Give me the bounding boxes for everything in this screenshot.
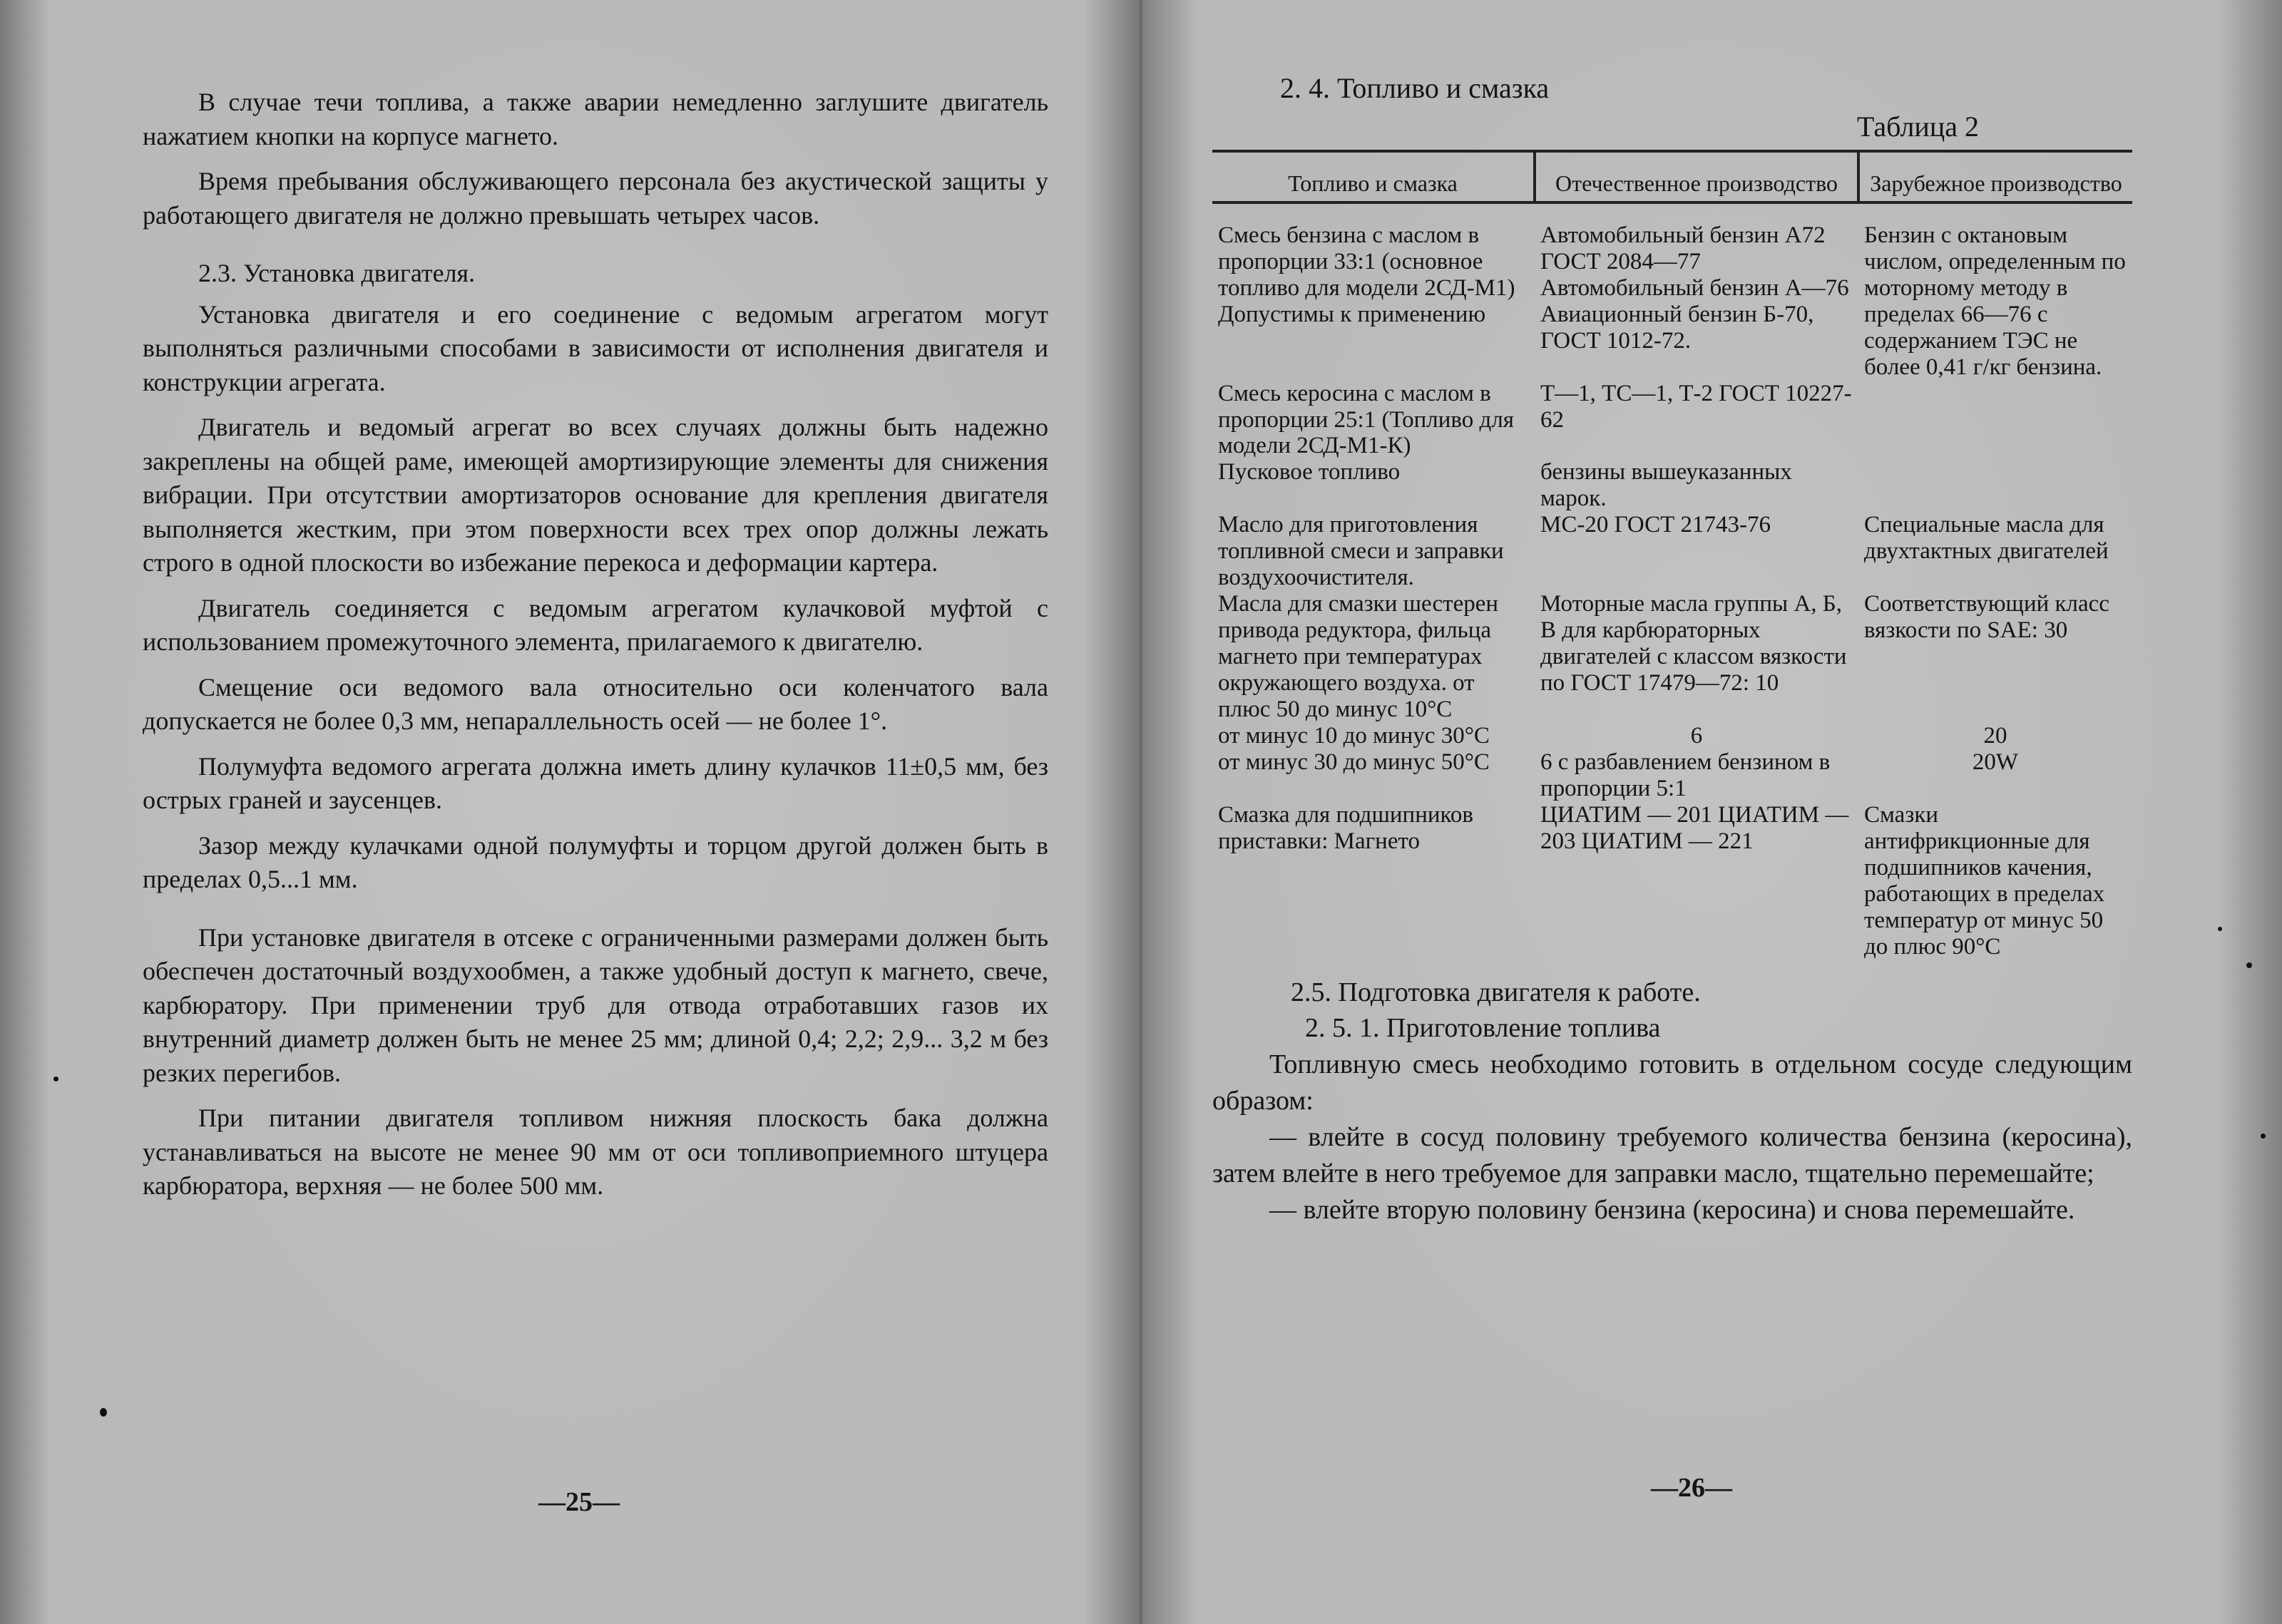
table-row — [1212, 591, 2132, 723]
table-cell: Смесь керосина с маслом в пропорции 25:1 (Топливо для модели 2СД-М1-К) — [1218, 380, 1514, 459]
table-cell: МС-20 ГОСТ 21743-76 — [1540, 512, 1771, 538]
table-cell: Смесь бензина с маслом в пропорции 33:1 (основное топливо для модели 2СД-М1) Допустимы к применению — [1218, 222, 1515, 327]
left-text-column — [143, 86, 1048, 1215]
table-cell: бензины вышеуказанных марок. — [1540, 459, 1792, 512]
section-title-fuel-and-lubricant: 2. 4. Топливо и смазка — [1280, 72, 1550, 104]
table-label: Таблица 2 — [1856, 111, 1979, 143]
table-cell: Масла для смазки шестерен привода редуктора, фильца магнето при температурах окружающего воздуха. от плюс 50 до минус 10°С — [1218, 591, 1499, 722]
paragraph-fuel-tank-height: При питании двигателя топливом нижняя плоскость бака должна устанавливаться на высоте не менее 90 мм от оси топливоприемного штуцера карбюратора, верхняя — не более 500 мм. — [143, 1104, 1048, 1201]
table-cell: Специальные масла для двухтактных двигателей — [1864, 512, 2109, 565]
table-cell: Моторные масла группы А, Б, В для карбюраторных двигателей с классом вязкости по ГОСТ 17479—72: 10 — [1540, 591, 1847, 697]
table-cell — [1858, 459, 2132, 512]
page-number-right: —26— — [1651, 1473, 1732, 1503]
table-cell: Автомобильный бензин А72 ГОСТ 2084—77 Автомобильный бензин А—76 Авиационный бензин Б-70, ГОСТ 1012-72. — [1540, 222, 1849, 354]
table-row — [1212, 723, 2132, 749]
table-header-foreign: Зарубежное производство — [1870, 170, 2122, 196]
table-header-fuel: Топливо и смазка — [1212, 151, 1535, 202]
table-row — [1212, 459, 2132, 512]
paragraph-mixing-intro: Топливную смесь необходимо готовить в отдельном сосуде следующим образом: — [1212, 1049, 2132, 1116]
table-cell: Соответствующий класс вязкости по SAE: 30 — [1864, 591, 2109, 644]
subsection-title-preparation: 2.5. Подготовка двигателя к работе. — [1291, 977, 1701, 1007]
table-cell: Т—1, ТС—1, Т-2 ГОСТ 10227-62 — [1540, 380, 1852, 433]
paragraph-compartment-ventilation: При установке двигателя в отсеке с ограниченными размерами должен быть обеспечен достаточный воздухообмен, а также удобный доступ к магнето, свече, карбюратору. При применении труб для отвода отработавших газов их внутренний диаметр должен быть не менее 25 мм; длиной 0,4; 2,2; 2,9... 3,2 м без резких перегибов. — [143, 923, 1048, 1087]
table-cell: 6 с разбавлением бензином в пропорции 5:1 — [1540, 749, 1831, 801]
table-cell: Масло для приготовления топливной смеси и заправки воздухоочистителя. — [1218, 512, 1504, 591]
section-title-engine-installation: 2.3. Установка двигателя. — [198, 259, 476, 288]
fuel-preparation-section — [1212, 975, 2132, 1228]
scan-speck — [100, 1408, 107, 1417]
table-cell: от минус 30 до минус 50°С — [1218, 749, 1490, 775]
table-header-domestic: Отечественное производство — [1535, 151, 1858, 202]
paragraph-cam-gap: Зазор между кулачками одной полумуфты и торцом другой должен быть в пределах 0,5...1 мм. — [143, 831, 1048, 894]
subsection-title-fuel-preparation: 2. 5. 1. Приготовление топлива — [1305, 1013, 1661, 1044]
paragraph-leak-stop: В случае течи топлива, а также аварии немедленно заглушите двигатель нажатием кнопки на корпусе магнето. — [143, 88, 1048, 150]
table-cell: 20W — [1972, 749, 2019, 775]
paragraph-shaft-offset: Смещение оси ведомого вала относительно оси коленчатого вала допускается не более 0,3 мм, непараллельность осей — не более 1°. — [143, 672, 1048, 736]
table-cell: от минус 10 до минус 30°С — [1218, 722, 1490, 749]
table-cell: Смазки антифрикционные для подшипников качения, работающих в пределах температур от минус 50 до плюс 90°С — [1864, 801, 2105, 960]
paragraph-installation-methods: Установка двигателя и его соединение с ведомым агрегатом могут выполняться различными способами в зависимости от исполнения двигателя и конструкции агрегата. — [143, 299, 1048, 396]
right-edge-shadow — [2218, 0, 2282, 1624]
table-row — [1212, 802, 2132, 960]
scan-speck — [2246, 962, 2252, 968]
table-cell: Бензин с октановым числом, определенным по моторному методу в пределах 66—76 с содержанием ТЭС не более 0,41 г/кг бензина. — [1864, 222, 2126, 380]
scan-speck — [53, 1076, 58, 1081]
scan-speck — [2218, 927, 2222, 931]
paragraph-mixing-step-1: — влейте в сосуд половину требуемого количества бензина (керосина), затем влейте в него требуемое для заправки масло, тщательно перемешайте; — [1212, 1122, 2132, 1189]
table-header-row — [1212, 151, 2132, 202]
paragraph-half-coupling: Полумуфта ведомого агрегата должна иметь длину кулачков 11±0,5 мм, без острых граней и заусенцев. — [143, 751, 1048, 815]
scan-speck — [2261, 1134, 2266, 1139]
table-cell: ЦИАТИМ — 201 ЦИАТИМ — 203 ЦИАТИМ — 221 — [1540, 801, 1849, 854]
table-row — [1212, 512, 2132, 591]
table-cell — [1858, 381, 2132, 460]
table-cell: 6 — [1690, 722, 1703, 749]
table-cell: 20 — [1983, 722, 2007, 749]
paragraph-coupling: Двигатель соединяется с ведомым агрегатом кулачковой муфтой с использованием промежуточного элемента, прилагаемого к двигателю. — [143, 593, 1048, 657]
table-row — [1212, 749, 2132, 802]
table-row — [1212, 381, 2132, 460]
right-text-column — [1212, 71, 2132, 1228]
page-number-left: —25— — [538, 1487, 620, 1517]
table-cell: Пусковое топливо — [1218, 459, 1401, 485]
fuel-lubricant-table — [1212, 150, 2132, 960]
paragraph-mounting-frame: Двигатель и ведомый агрегат во всех случаях должны быть надежно закреплены на общей раме, имеющей амортизирующие элементы для снижения вибрации. При отсутствии амортизаторов основание для крепления двигателя выполняется жестким, при этом поверхности всех трех опор должны лежать строго в одной плоскости во избежание перекоса и деформации картера. — [143, 413, 1048, 577]
table-cell: Смазка для подшипников приставки: Магнето — [1218, 801, 1473, 854]
left-edge-shadow — [0, 0, 50, 1624]
paragraph-noise-exposure: Время пребывания обслуживающего персонала без акустической защиты у работающего двигателя не должно превышать четырех часов. — [143, 167, 1048, 230]
table-row — [1212, 202, 2132, 381]
paragraph-mixing-step-2: — влейте вторую половину бензина (керосина) и снова перемешайте. — [1269, 1194, 2075, 1225]
